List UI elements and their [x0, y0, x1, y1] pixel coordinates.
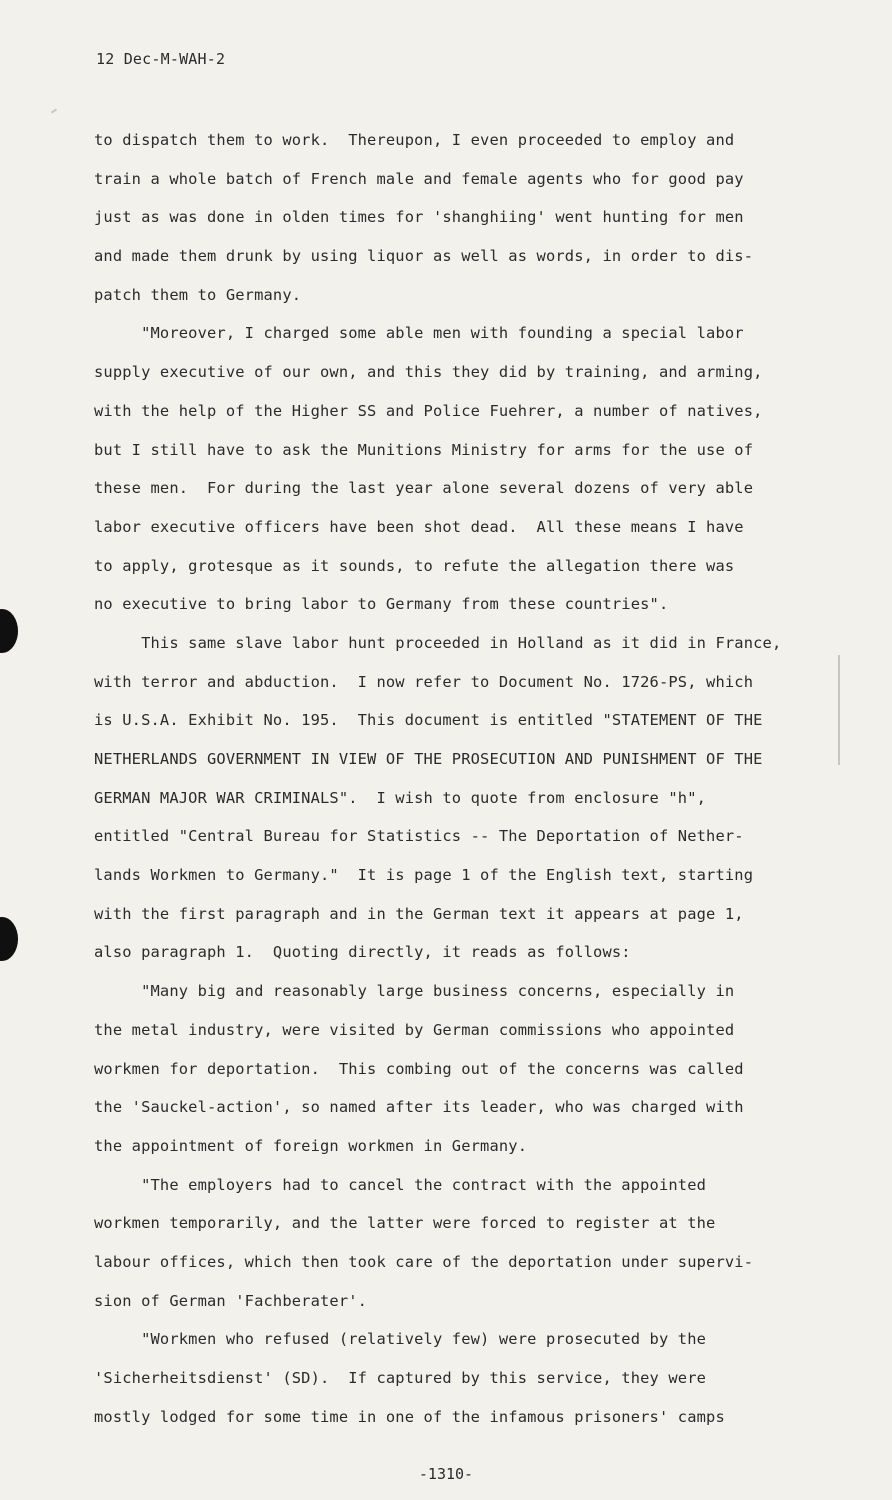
body-line: "Many big and reasonably large business concerns, especially in [94, 982, 735, 1001]
body-line: entitled "Central Bureau for Statistics -- The Deportation of Nether- [94, 827, 744, 846]
punch-hole-top [0, 609, 18, 653]
body-line: also paragraph 1. Quoting directly, it reads as follows: [94, 943, 631, 962]
body-line: train a whole batch of French male and female agents who for good pay [94, 169, 744, 188]
body-line: "Moreover, I charged some able men with founding a special labor [94, 324, 744, 343]
scan-fold-mark [838, 655, 840, 765]
body-line: labour offices, which then took care of the deportation under supervi- [94, 1252, 754, 1271]
body-line: "Workmen who refused (relatively few) were prosecuted by the [94, 1330, 707, 1349]
body-line: the appointment of foreign workmen in Germany. [94, 1136, 528, 1155]
body-line: mostly lodged for some time in one of the infamous prisoners' camps [94, 1407, 725, 1426]
body-line: to apply, grotesque as it sounds, to refute the allegation there was [94, 556, 735, 575]
body-line: workmen temporarily, and the latter were forced to register at the [94, 1214, 716, 1233]
body-line: with the first paragraph and in the German text it appears at page 1, [94, 904, 744, 923]
body-line: labor executive officers have been shot dead. All these means I have [94, 517, 744, 536]
body-line: "The employers had to cancel the contract with the appointed [94, 1175, 707, 1194]
page-number: -1310- [418, 1465, 474, 1483]
body-line: lands Workmen to Germany." It is page 1 of the English text, starting [94, 866, 754, 885]
body-line: the metal industry, were visited by German commissions who appointed [94, 1020, 735, 1039]
body-line: supply executive of our own, and this they did by training, and arming, [94, 363, 763, 382]
body-line: This same slave labor hunt proceeded in Holland as it did in France, [94, 633, 782, 652]
body-line: with terror and abduction. I now refer to Document No. 1726-PS, which [94, 672, 754, 691]
body-line: and made them drunk by using liquor as well as words, in order to dis- [94, 247, 754, 266]
body-line: with the help of the Higher SS and Police Fuehrer, a number of natives, [94, 401, 763, 420]
body-line: GERMAN MAJOR WAR CRIMINALS". I wish to quote from enclosure "h", [94, 788, 707, 807]
body-line: workmen for deportation. This combing out of the concerns was called [94, 1059, 744, 1078]
body-line: to dispatch them to work. Thereupon, I even proceeded to employ and [94, 131, 735, 149]
body-line: sion of German 'Fachberater'. [94, 1291, 368, 1310]
body-line: the 'Sauckel-action', so named after its leader, who was charged with [94, 1098, 744, 1117]
body-line: just as was done in olden times for 'shanghiing' went hunting for men [94, 208, 744, 227]
body-line: patch them to Germany. [94, 285, 302, 304]
body-line: these men. For during the last year alone several dozens of very able [94, 479, 754, 498]
body-line: but I still have to ask the Munitions Ministry for arms for the use of [94, 440, 754, 459]
document-reference: 12 Dec-M-WAH-2 [96, 50, 226, 68]
scan-speck [51, 108, 57, 113]
body-line: NETHERLANDS GOVERNMENT IN VIEW OF THE PROSECUTION AND PUNISHMENT OF THE [94, 750, 763, 768]
body-line: is U.S.A. Exhibit No. 195. This document is entitled "STATEMENT OF THE [94, 711, 763, 730]
body-line: 'Sicherheitsdienst' (SD). If captured by this service, they were [94, 1369, 707, 1387]
body-line: no executive to bring labor to Germany from these countries". [94, 595, 669, 614]
document-body [94, 130, 814, 1445]
punch-hole-bottom [0, 917, 18, 961]
